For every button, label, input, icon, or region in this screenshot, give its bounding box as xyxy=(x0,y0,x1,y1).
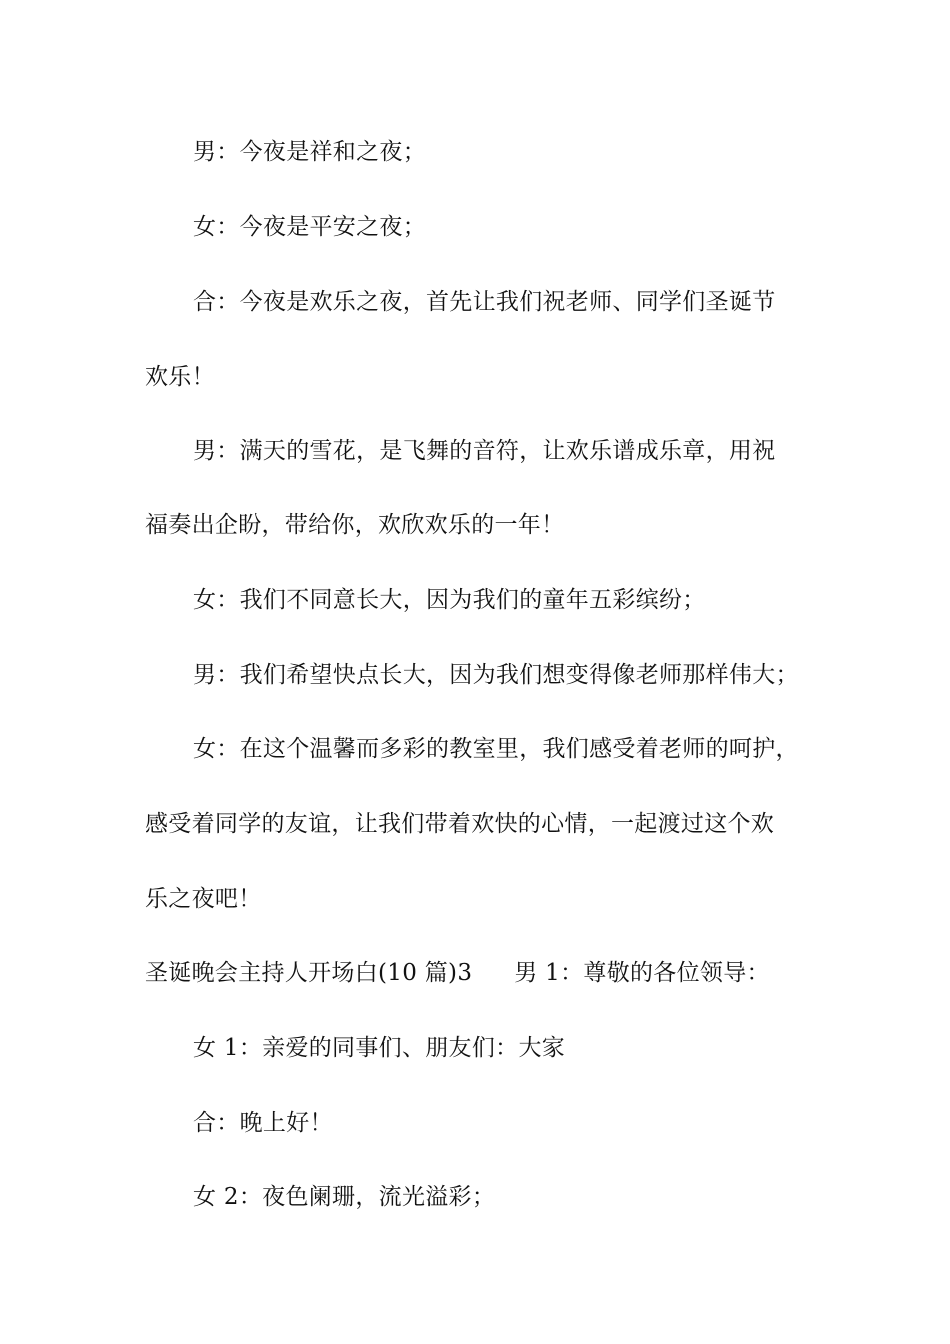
paragraph-line: 乐之夜吧！ xyxy=(145,886,262,912)
section-heading-line xyxy=(145,958,825,988)
section-title: 圣诞晚会主持人开场白(10 篇)3 xyxy=(145,960,473,986)
paragraph-line: 福奏出企盼，带给你，欢欣欢乐的一年！ xyxy=(145,512,565,538)
paragraph-line: 男：我们希望快点长大，因为我们想变得像老师那样伟大； xyxy=(193,662,799,688)
paragraph-line: 感受着同学的友谊，让我们带着欢快的心情，一起渡过这个欢 xyxy=(145,811,775,837)
paragraph-line: 女：今夜是平安之夜； xyxy=(193,214,426,240)
section-first-line: 男 1：尊敬的各位领导： xyxy=(514,960,770,986)
paragraph-line: 男：今夜是祥和之夜； xyxy=(193,139,426,165)
paragraph-line: 女 2：夜色阑珊，流光溢彩； xyxy=(193,1184,496,1210)
paragraph-line: 合：今夜是欢乐之夜，首先让我们祝老师、同学们圣诞节 xyxy=(193,289,776,315)
paragraph-line: 女：在这个温馨而多彩的教室里，我们感受着老师的呵护， xyxy=(193,736,799,762)
paragraph-line: 欢乐！ xyxy=(145,364,215,390)
paragraph-line: 男：满天的雪花，是飞舞的音符，让欢乐谱成乐章，用祝 xyxy=(193,438,776,464)
paragraph-line: 女 1：亲爱的同事们、朋友们：大家 xyxy=(193,1035,566,1061)
paragraph-line: 女：我们不同意长大，因为我们的童年五彩缤纷； xyxy=(193,587,706,613)
paragraph-line: 合：晚上好！ xyxy=(193,1110,333,1136)
